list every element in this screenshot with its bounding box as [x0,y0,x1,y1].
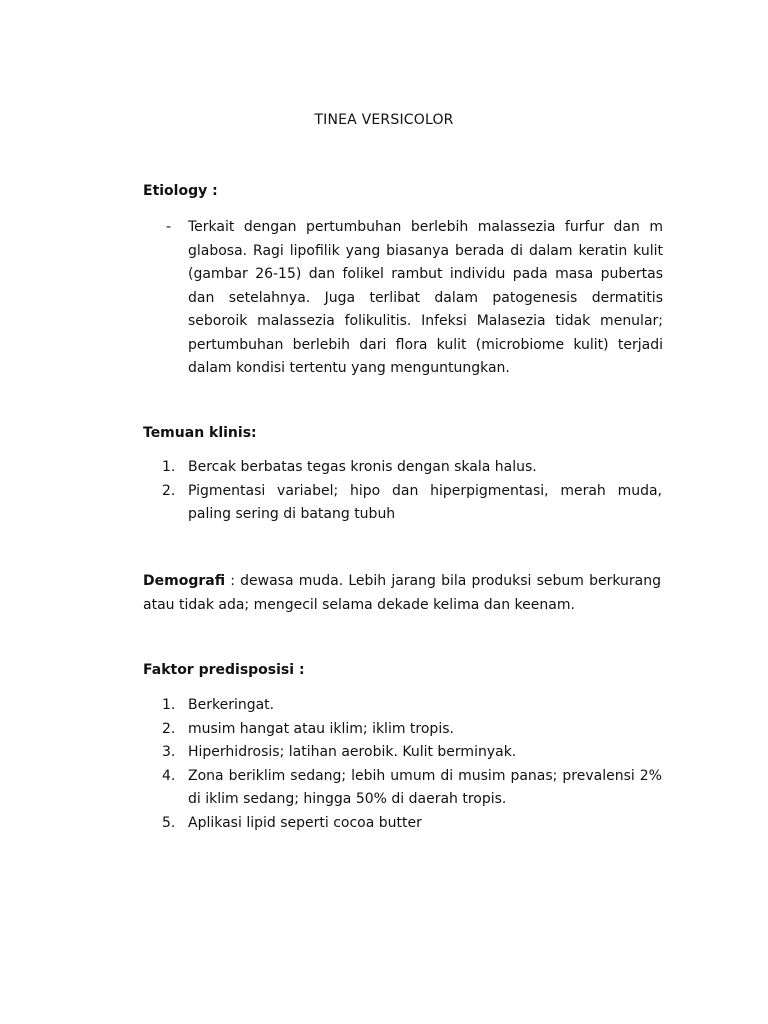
list-number: 1. [162,697,176,713]
temuan-klinis-heading: Temuan klinis: [143,425,257,441]
demografi-separator: : [225,573,241,589]
list-item [162,456,662,480]
list-item-text: musim hangat atau iklim; iklim tropis. [188,720,454,737]
list-item [162,765,662,812]
list-number: 5. [162,814,176,831]
list-item-text: Hiperhidrosis; latihan aerobik. Kulit berminyak. [188,744,517,760]
list-item-text: Aplikasi lipid seperti cocoa butter [188,814,422,831]
list-bullet: - [166,219,172,235]
faktor-predisposisi-list [162,694,662,835]
faktor-predisposisi-heading: Faktor predisposisi : [143,662,305,678]
demografi-paragraph [143,570,661,617]
list-item-text: Zona beriklim sedang; lebih umum di musim panas; prevalensi 2% di iklim sedang; hingga 50% di daerah tropis. [188,767,662,807]
list-item [162,694,662,718]
document-title: TINEA VERSICOLOR [314,112,454,128]
list-number: 4. [162,767,176,784]
etiology-heading: Etiology : [143,183,218,199]
list-item [162,741,662,765]
demografi-text: dewasa muda. Lebih jarang bila produksi sebum berkurang atau tidak ada; mengecil selama dekade kelima dan keenam. [143,573,661,613]
temuan-klinis-list [162,456,662,527]
list-item-text: Pigmentasi variabel; hipo dan hiperpigmentasi, merah muda, paling sering di batang tubuh [188,482,662,522]
list-number: 1. [162,459,176,475]
list-item [162,480,662,527]
list-item-text: Berkeringat. [188,697,275,713]
list-number: 2. [162,720,176,737]
list-item [162,812,662,836]
demografi-label: Demografi [143,573,226,589]
list-item [162,718,662,742]
etiology-text: Terkait dengan pertumbuhan berlebih malassezia furfur dan m glabosa. Ragi lipofilik yang biasanya berada di dalam keratin kulit (gambar 26-15) dan folikel rambut individu pada masa pubertas dan setelahnya. Juga terlibat dalam patogenesis dermatitis seboroik malassezia folikulitis. Infeksi Malasezia tidak menular; pertumbuhan berlebih dari flora kulit (microbiome kulit) terjadi dalam kondisi tertentu yang menguntungkan. [188,219,663,376]
list-number: 2. [162,482,176,499]
list-item-text: Bercak berbatas tegas kronis dengan skala halus. [188,459,537,475]
list-number: 3. [162,744,176,760]
